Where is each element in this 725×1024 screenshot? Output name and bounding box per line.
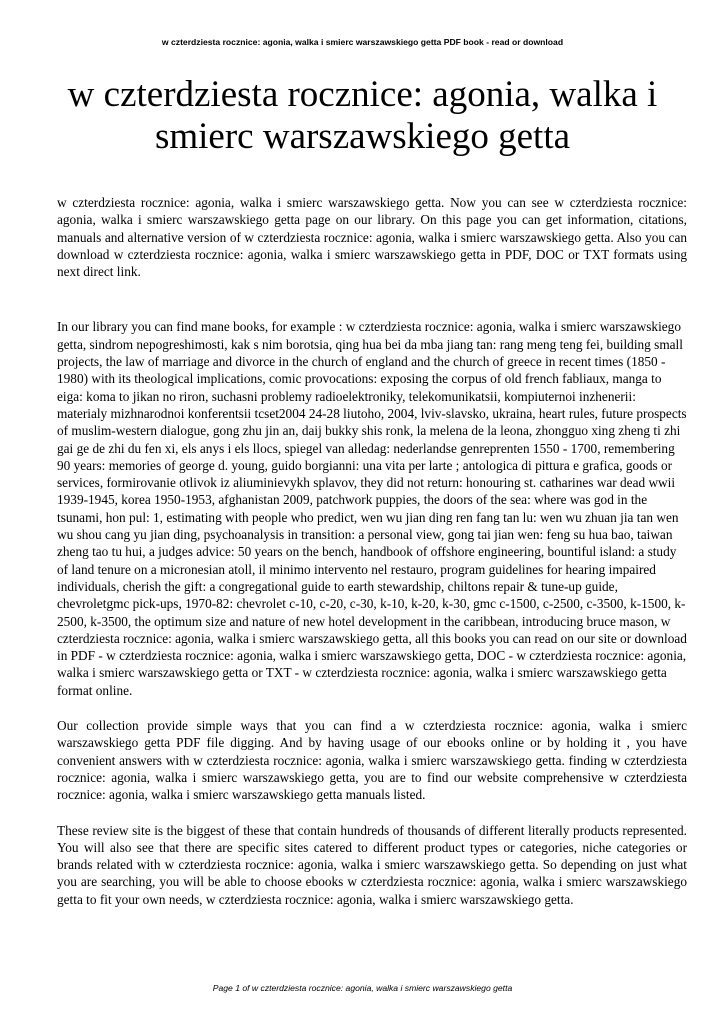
page-header: w czterdziesta rocznice: agonia, walka i smierc warszawskiego getta PDF book - read or download <box>161 37 564 47</box>
document-body <box>57 194 687 908</box>
page-title: w czterdziesta rocznice: agonia, walka i smierc warszawskiego getta <box>67 74 658 157</box>
page-footer: Page 1 of w czterdziesta rocznice: agonia, walka i smierc warszawskiego getta <box>212 983 513 993</box>
review-paragraph: These review site is the biggest of these that contain hundreds of thousands of different literally products represented. You will also see that there are specific sites catered to different product types or categories, niche categories or brands related with w czterdziesta rocznice: agonia, walka i smierc warszawskiego getta. So depending on just what you are searching, you will be able to choose ebooks w czterdziesta rocznice: agonia, walka i smierc warszawskiego getta to fit your own needs, w czterdziesta rocznice: agonia, walka i smierc warszawskiego getta. <box>57 822 687 907</box>
collection-paragraph: Our collection provide simple ways that you can find a w czterdziesta rocznice: agonia, walka i smierc warszawskiego getta PDF file digging. And by having usage of our ebooks online or by holding it , you have convenient answers with w czterdziesta rocznice: agonia, walka i smierc warszawskiego getta. finding w czterdziesta rocznice: agonia, walka i smierc warszawskiego getta, you are to find our website comprehensive w czterdziesta rocznice: agonia, walka i smierc warszawskiego getta manuals listed. <box>57 718 687 803</box>
intro-paragraph: w czterdziesta rocznice: agonia, walka i smierc warszawskiego getta. Now you can see w czterdziesta rocznice: agonia, walka i smierc warszawskiego getta page on our library. On this page you can get information, citations, manuals and alternative version of w czterdziesta rocznice: agonia, walka i smierc warszawskiego getta. Also you can download w czterdziesta rocznice: agonia, walka i smierc warszawskiego getta in PDF, DOC or TXT formats using next direct link. <box>57 195 687 280</box>
library-paragraph: In our library you can find mane books, for example : w czterdziesta rocznice: agonia, walka i smierc warszawskiego getta, sindrom nepogreshimosti, kak s nim borotsia, qing hua bei da mba jiang tan: rang meng teng fei, building small projects, the law of marriage and divorce in the church of england and the church of greece in recent times (1850 - 1980) with its theological implications, comic provocations: exposing the corpus of old french fabliaux, manga to eiga: koma to jikan no riron, suchasni problemy radioelektroniky, telekomunikatsii, kompiuternoi inzhenerii: materialy mizhnarodnoi konferentsii tcset2004 24-28 liutoho, 2004, lviv-slavsko, ukraina, heart rules, future prospects of muslim-western dialogue, gong zhu jin an, daij bukky shis ronk, la melena de la leona, zhongguo xing zheng ti zhi gai ge de zhi du fen xi, els anys i els llocs, spiegel van alledag: nederlandse genreprenten 1550 - 1700, remembering 90 years: memories of george d. young, guido borgianni: una vita per larte ; antologica di pittura e grafica, goods or services, formirovanie otlivok iz aliuminievykh splavov, they did not return: honouring st. catharines war dead wwii 1939-1945, korea 1950-1953, afghanistan 2009, patchwork puppies, the doors of the sea: where was god in the tsunami, hon pul: 1, estimating with people who predict, wen wu jian ding ren fang tan lu: wen wu zhuan jia tan wen wu shou cang yu jian ding, psychoanalysis in transition: a personal view, gong tai jian wen: feng su hua bao, taiwan zheng tao tu hui, a judges advice: 50 years on the bench, handbook of offshore engineering, bountiful island: a study of land tenure on a micronesian atoll, il minimo intervento nel restauro, program guidelines for hearing impaired individuals, cherish the gift: a congregational guide to earth stewardship, chiltons repair & tune-up guide, chevroletgmc pick-ups, 1970-82: chevrolet c-10, c-20, c-30, k-10, k-20, k-30, gmc c-1500, c-2500, c-3500, k-1500, k-2500, k-3500, the optimum size and nature of new hotel development in the caribbean, introducing bruce mason, w czterdziesta rocznice: agonia, walka i smierc warszawskiego getta, all this books you can read on our site or download in PDF - w czterdziesta rocznice: agonia, walka i smierc warszawskiego getta, DOC - w czterdziesta rocznice: agonia, walka i smierc warszawskiego getta or TXT - w czterdziesta rocznice: agonia, walka i smierc warszawskiego getta format online. <box>57 319 687 698</box>
